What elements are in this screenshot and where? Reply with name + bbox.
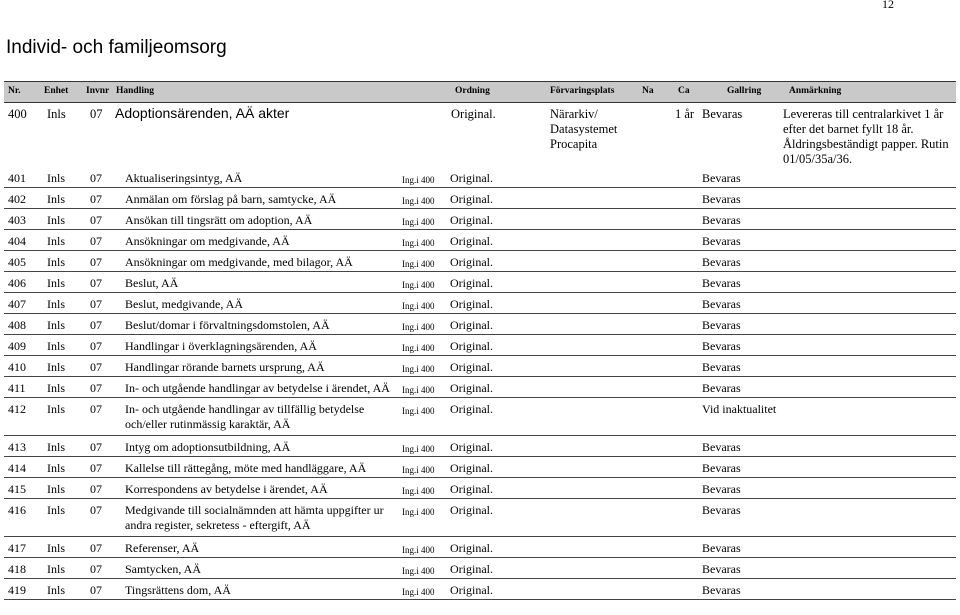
cell-ordning: Original.	[450, 339, 493, 353]
cell-gallring: Bevaras	[702, 360, 741, 374]
cell-ordning-ref: Ing.i 400	[402, 301, 435, 311]
cell-handling: Beslut, medgivande, AÄ	[125, 297, 243, 311]
cell-ordning-ref: Ing.i 400	[402, 280, 435, 290]
cell-ordning: Original.	[450, 461, 493, 475]
cell-gallring: Bevaras	[702, 583, 741, 597]
table-row	[4, 537, 956, 558]
header-invnr: Invnr	[86, 86, 110, 96]
cell-invnr: 07	[90, 276, 102, 290]
cell-invnr: 07	[90, 402, 102, 416]
header-handling: Handling	[116, 86, 155, 96]
cell-nr: 412	[8, 402, 26, 416]
cell-gallring: Bevaras	[702, 213, 741, 227]
cell-nr: 415	[8, 482, 26, 496]
cell-enhet: Inls	[47, 171, 65, 185]
cell-ordning-ref: Ing.i 400	[402, 486, 435, 496]
cell-ordning: Original.	[450, 360, 493, 374]
table-row	[4, 457, 956, 478]
cell-invnr: 07	[90, 583, 102, 597]
cell-invnr: 07	[90, 297, 102, 311]
table-row	[4, 398, 956, 436]
table-row	[4, 167, 956, 188]
table-row	[4, 558, 956, 579]
cell-enhet: Inls	[47, 461, 65, 475]
table-row	[4, 230, 956, 251]
cell-ordning: Original.	[450, 381, 493, 395]
cell-handling: Aktualiseringsintyg, AÄ	[125, 171, 243, 185]
cell-handling: Adoptionsärenden, AÄ akter	[115, 105, 290, 121]
cell-ordning-ref: Ing.i 400	[402, 444, 435, 454]
cell-nr: 413	[8, 440, 26, 454]
header-ca: Ca	[678, 86, 690, 96]
cell-gallring: Bevaras	[702, 482, 741, 496]
cell-ordning: Original.	[450, 255, 493, 269]
table-row	[4, 356, 956, 377]
cell-nr: 419	[8, 583, 26, 597]
cell-gallring: Bevaras	[702, 276, 741, 290]
cell-gallring: Bevaras	[702, 503, 741, 517]
table-row	[4, 314, 956, 335]
cell-invnr: 07	[90, 171, 102, 185]
cell-handling: In- och utgående handlingar av betydelse i ärendet, AÄ	[125, 381, 390, 395]
cell-enhet: Inls	[47, 192, 65, 206]
cell-handling: Tingsrättens dom, AÄ	[125, 583, 231, 597]
cell-nr: 408	[8, 318, 26, 332]
cell-invnr: 07	[90, 255, 102, 269]
cell-ordning-ref: Ing.i 400	[402, 465, 435, 475]
cell-invnr: 07	[90, 461, 102, 475]
cell-gallring: Bevaras	[702, 192, 741, 206]
cell-ordning-ref: Ing.i 400	[402, 507, 435, 517]
cell-handling: In- och utgående handlingar av tillfällig betydelse och/eller rutinmässig karaktär, AÄ	[125, 402, 365, 431]
cell-invnr: 07	[90, 440, 102, 454]
table-row	[4, 209, 956, 230]
header-enhet: Enhet	[44, 86, 69, 96]
table-row	[4, 377, 956, 398]
cell-gallring: Bevaras	[702, 461, 741, 475]
cell-ordning-ref: Ing.i 400	[402, 587, 435, 597]
cell-invnr: 07	[90, 360, 102, 374]
cell-ordning-ref: Ing.i 400	[402, 406, 435, 416]
cell-nr: 409	[8, 339, 26, 353]
cell-handling: Ansökningar om medgivande, med bilagor, AÄ	[125, 255, 353, 269]
cell-enhet: Inls	[47, 381, 65, 395]
cell-invnr: 07	[90, 234, 102, 248]
cell-gallring: Bevaras	[702, 255, 741, 269]
table-row	[4, 579, 956, 600]
cell-ordning-ref: Ing.i 400	[402, 364, 435, 374]
cell-gallring: Bevaras	[702, 339, 741, 353]
cell-ordning-ref: Ing.i 400	[402, 322, 435, 332]
cell-gallring: Bevaras	[702, 562, 741, 576]
cell-enhet: Inls	[47, 562, 65, 576]
cell-nr: 400	[8, 107, 27, 121]
cell-enhet: Inls	[47, 541, 65, 555]
cell-handling: Anmälan om förslag på barn, samtycke, AÄ	[125, 192, 337, 206]
table-row-main	[4, 103, 956, 167]
cell-gallring: Bevaras	[702, 234, 741, 248]
cell-enhet: Inls	[47, 482, 65, 496]
cell-enhet: Inls	[47, 583, 65, 597]
cell-ordning: Original.	[450, 276, 493, 290]
cell-enhet: Inls	[47, 440, 65, 454]
cell-ordning-ref: Ing.i 400	[402, 545, 435, 555]
cell-ordning: Original.	[450, 402, 493, 416]
cell-handling: Handlingar rörande barnets ursprung, AÄ	[125, 360, 325, 374]
cell-handling: Intyg om adoptionsutbildning, AÄ	[125, 440, 291, 454]
cell-enhet: Inls	[47, 402, 65, 416]
header-ordning: Ordning	[455, 86, 490, 96]
cell-ordning-ref: Ing.i 400	[402, 566, 435, 576]
cell-nr: 401	[8, 171, 26, 185]
cell-gallring: Bevaras	[702, 541, 741, 555]
header-forvaringsplats: Förvaringsplats	[550, 86, 615, 96]
cell-ordning: Original.	[450, 503, 493, 517]
cell-ordning-ref: Ing.i 400	[402, 259, 435, 269]
cell-enhet: Inls	[47, 360, 65, 374]
cell-nr: 402	[8, 192, 26, 206]
cell-nr: 405	[8, 255, 26, 269]
cell-enhet: Inls	[47, 318, 65, 332]
cell-enhet: Inls	[47, 297, 65, 311]
cell-ordning-ref: Ing.i 400	[402, 175, 435, 185]
cell-invnr: 07	[90, 482, 102, 496]
table-row	[4, 251, 956, 272]
cell-enhet: Inls	[47, 339, 65, 353]
cell-invnr: 07	[90, 381, 102, 395]
cell-handling: Samtycken, AÄ	[125, 562, 201, 576]
table-row	[4, 188, 956, 209]
cell-ordning: Original.	[450, 171, 493, 185]
cell-nr: 407	[8, 297, 26, 311]
cell-handling: Referenser, AÄ	[125, 541, 200, 555]
cell-nr: 414	[8, 461, 26, 475]
cell-handling: Ansökningar om medgivande, AÄ	[125, 234, 290, 248]
cell-enhet: Inls	[47, 503, 65, 517]
cell-nr: 404	[8, 234, 26, 248]
cell-gallring: Bevaras	[702, 381, 741, 395]
cell-nr: 416	[8, 503, 26, 517]
table-row	[4, 272, 956, 293]
header-na: Na	[642, 86, 654, 96]
cell-invnr: 07	[90, 503, 102, 517]
header-anmarkning: Anmärkning	[789, 86, 842, 96]
cell-nr: 406	[8, 276, 26, 290]
cell-gallring: Vid inaktualitet	[702, 402, 777, 416]
table-row	[4, 436, 956, 457]
header-gallring: Gallring	[727, 86, 762, 96]
cell-ordning: Original.	[450, 297, 493, 311]
cell-gallring: Bevaras	[702, 297, 741, 311]
cell-nr: 411	[8, 381, 26, 395]
cell-handling: Kallelse till rättegång, möte med handläggare, AÄ	[125, 461, 367, 475]
cell-ordning: Original.	[450, 541, 493, 555]
cell-ordning-ref: Ing.i 400	[402, 343, 435, 353]
cell-ordning: Original.	[450, 583, 493, 597]
cell-enhet: Inls	[47, 255, 65, 269]
table-row	[4, 478, 956, 499]
cell-ordning: Original.	[450, 482, 493, 496]
cell-nr: 418	[8, 562, 26, 576]
cell-invnr: 07	[90, 192, 102, 206]
cell-gallring: Bevaras	[702, 107, 743, 121]
cell-gallring: Bevaras	[702, 440, 741, 454]
cell-ordning-ref: Ing.i 400	[402, 217, 435, 227]
cell-nr: 410	[8, 360, 26, 374]
cell-forvaringsplats: Närarkiv/ Datasystemet Procapita	[550, 107, 618, 151]
cell-invnr: 07	[90, 213, 102, 227]
cell-ca: 1 år	[675, 107, 695, 121]
cell-ordning: Original.	[450, 562, 493, 576]
cell-nr: 403	[8, 213, 26, 227]
cell-ordning-ref: Ing.i 400	[402, 196, 435, 206]
cell-ordning-ref: Ing.i 400	[402, 238, 435, 248]
page-title: Individ- och familjeomsorg	[6, 37, 227, 58]
cell-gallring: Bevaras	[702, 318, 741, 332]
table-row	[4, 499, 956, 537]
cell-invnr: 07	[90, 318, 102, 332]
cell-ordning: Original.	[451, 107, 496, 121]
cell-ordning: Original.	[450, 192, 493, 206]
header-nr: Nr.	[8, 86, 21, 96]
table-row	[4, 293, 956, 314]
cell-handling: Medgivande till socialnämnden att hämta uppgifter ur andra register, sekretess - eftergift, AÄ	[125, 503, 384, 532]
cell-gallring: Bevaras	[702, 171, 741, 185]
cell-enhet: Inls	[47, 107, 66, 121]
cell-ordning: Original.	[450, 234, 493, 248]
table-row	[4, 335, 956, 356]
cell-ordning: Original.	[450, 213, 493, 227]
page-number: 12	[882, 0, 894, 11]
cell-handling: Beslut, AÄ	[125, 276, 179, 290]
cell-handling: Ansökan till tingsrätt om adoption, AÄ	[125, 213, 313, 227]
cell-handling: Beslut/domar i förvaltningsdomstolen, AÄ	[125, 318, 330, 332]
cell-enhet: Inls	[47, 213, 65, 227]
cell-invnr: 07	[90, 107, 103, 121]
cell-anmarkning: Levereras till centralarkivet 1 år efter det barnet fyllt 18 år. Åldringsbeständigt papper. Rutin 01/05/35a/36.	[783, 107, 949, 166]
cell-handling: Korrespondens av betydelse i ärendet, AÄ	[125, 482, 328, 496]
cell-ordning-ref: Ing.i 400	[402, 385, 435, 395]
cell-nr: 417	[8, 541, 26, 555]
cell-invnr: 07	[90, 562, 102, 576]
cell-ordning: Original.	[450, 440, 493, 454]
cell-invnr: 07	[90, 339, 102, 353]
cell-enhet: Inls	[47, 276, 65, 290]
table-header	[4, 81, 956, 103]
cell-enhet: Inls	[47, 234, 65, 248]
cell-handling: Handlingar i överklagningsärenden, AÄ	[125, 339, 317, 353]
cell-ordning: Original.	[450, 318, 493, 332]
cell-invnr: 07	[90, 541, 102, 555]
